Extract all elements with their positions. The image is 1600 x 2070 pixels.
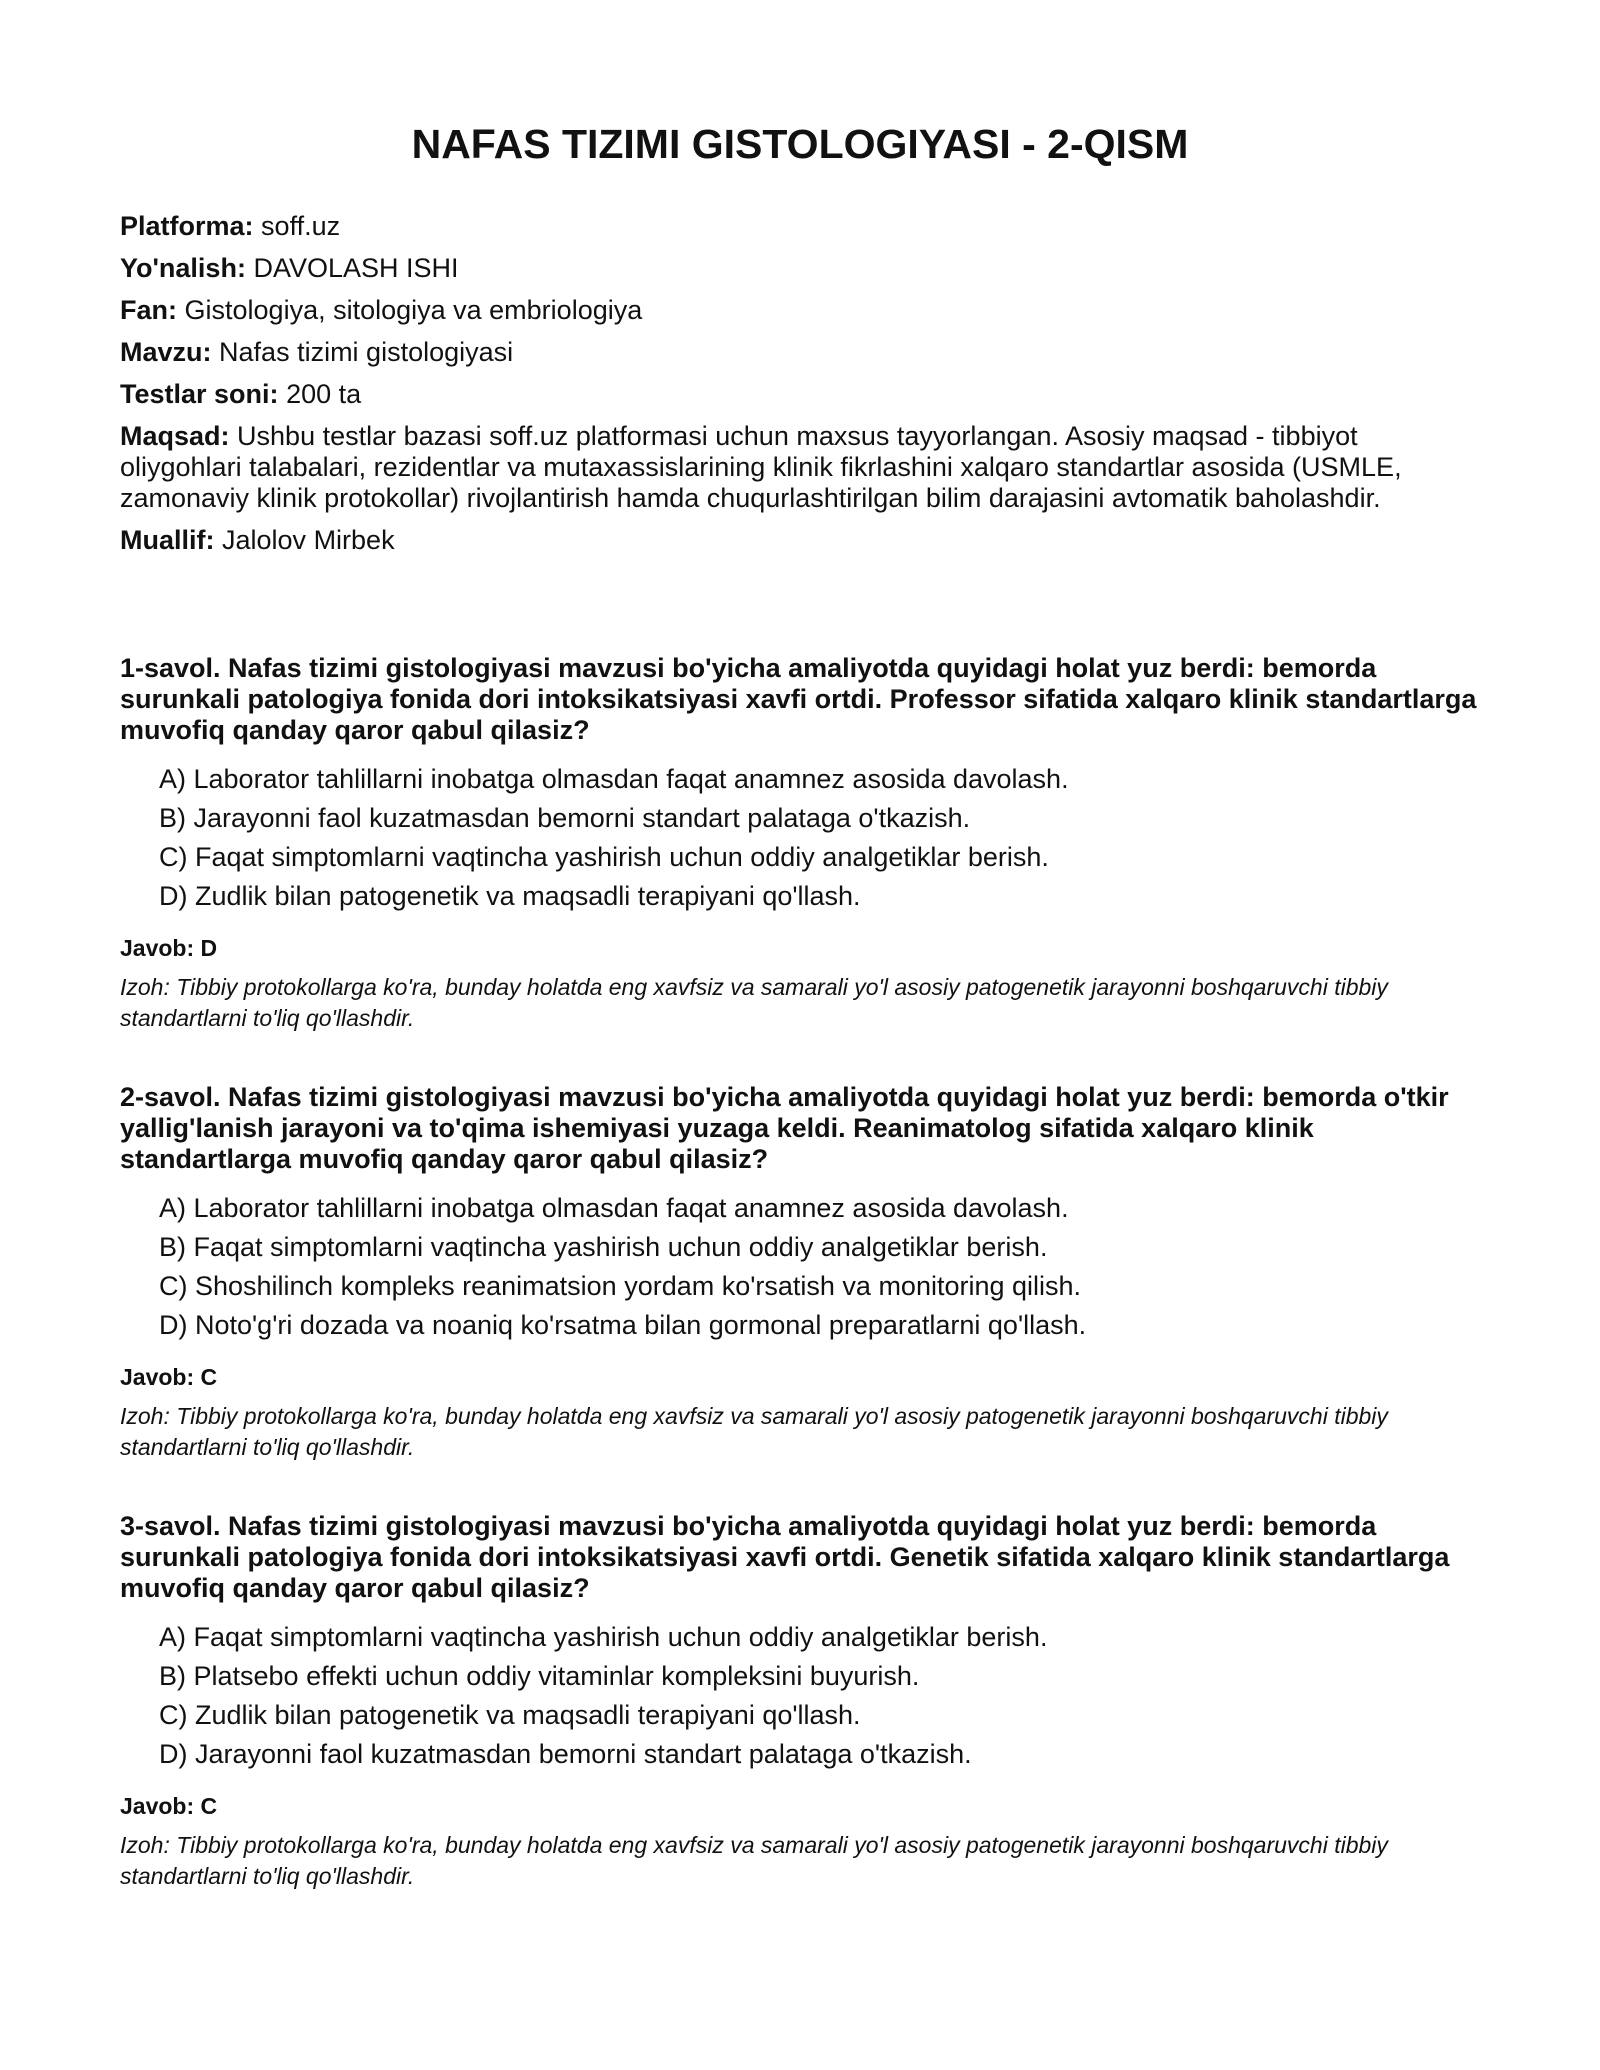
question-text: 1-savol. Nafas tizimi gistologiyasi mavzusi bo'yicha amaliyotda quyidagi holat yuz berdi: bemorda surunkali patologiya fonida dori intoksikatsiyasi xavfi ortdi. Professor sifatida xalqaro klinik standartlarga muvofiq qanday qaror qabul qilasiz? [120,653,1477,746]
question-2 [120,1082,1480,1463]
document-title: NAFAS TIZIMI GISTOLOGIYASI - 2-QISM [411,121,1189,167]
explanation: Izoh: Tibbiy protokollarga ko'ra, bunday holatda eng xavfsiz va samarali yo'l asosiy patogenetik jarayonni boshqaruvchi tibbiy standartlarni to'liq qo'llashdir. [120,974,1388,1032]
meta-value: 200 ta [286,379,362,410]
option-a: A) Laborator tahlillarni inobatga olmasdan faqat anamnez asosida davolash. [159,1193,1069,1224]
meta-label: Testlar soni: [120,379,279,410]
meta-value: Nafas tizimi gistologiyasi [219,337,514,368]
question-1 [120,653,1480,1034]
option-d: D) Jarayonni faol kuzatmasdan bemorni standart palataga o'tkazish. [159,1739,972,1770]
meta-value: Gistologiya, sitologiya va embriologiya [184,295,643,326]
spacer [120,1034,1480,1082]
meta-topic [120,337,1480,368]
meta-value: soff.uz [261,211,341,242]
meta-test-count [120,379,1480,410]
meta-purpose [120,421,1480,514]
spacer [120,567,1480,653]
option-b: B) Jarayonni faol kuzatmasdan bemorni standart palataga o'tkazish. [159,803,971,834]
meta-label: Maqsad: [120,421,230,452]
answer: Javob: D [120,935,218,962]
answer: Javob: C [120,1793,218,1820]
meta-label: Muallif: [120,525,215,556]
option-d: D) Noto'g'ri dozada va noaniq ko'rsatma bilan gormonal preparatlarni qo'llash. [159,1310,1087,1341]
meta-value: DAVOLASH ISHI [253,253,459,284]
meta-platform [120,211,1480,242]
option-c: C) Shoshilinch kompleks reanimatsion yordam ko'rsatish va monitoring qilish. [159,1271,1082,1302]
option-d: D) Zudlik bilan patogenetik va maqsadli terapiyani qo'llash. [159,881,861,912]
option-b: B) Faqat simptomlarni vaqtincha yashirish uchun oddiy analgetiklar berish. [159,1232,1048,1263]
meta-author [120,525,1480,556]
explanation: Izoh: Tibbiy protokollarga ko'ra, bunday holatda eng xavfsiz va samarali yo'l asosiy patogenetik jarayonni boshqaruvchi tibbiy standartlarni to'liq qo'llashdir. [120,1403,1388,1461]
option-c: C) Faqat simptomlarni vaqtincha yashirish uchun oddiy analgetiklar berish. [159,842,1049,873]
meta-label: Mavzu: [120,337,212,368]
explanation: Izoh: Tibbiy protokollarga ko'ra, bunday holatda eng xavfsiz va samarali yo'l asosiy patogenetik jarayonni boshqaruvchi tibbiy standartlarni to'liq qo'llashdir. [120,1832,1388,1890]
document-meta [120,211,1480,556]
option-a: A) Laborator tahlillarni inobatga olmasdan faqat anamnez asosida davolash. [159,764,1069,795]
meta-direction [120,253,1480,284]
option-c: C) Zudlik bilan patogenetik va maqsadli terapiyani qo'llash. [159,1700,861,1731]
meta-label: Fan: [120,295,177,326]
spacer [120,1463,1480,1511]
option-a: A) Faqat simptomlarni vaqtincha yashirish uchun oddiy analgetiklar berish. [159,1622,1048,1653]
question-3 [120,1511,1480,1892]
meta-value: Ushbu testlar bazasi soff.uz platformasi uchun maxsus tayyorlangan. Asosiy maqsad - tibbiyot oliygohlari talabalari, rezidentlar va mutaxassislarining klinik fikrlashini xalqaro standartlar asosida (USMLE, zamonaviy klinik protokollar) rivojlantirish hamda chuqurlashtirilgan bilim darajasini avtomatik baholashdir. [120,421,1402,514]
option-b: B) Platsebo effekti uchun oddiy vitaminlar kompleksini buyurish. [159,1661,920,1692]
meta-label: Platforma: [120,211,254,242]
question-text: 3-savol. Nafas tizimi gistologiyasi mavzusi bo'yicha amaliyotda quyidagi holat yuz berdi: bemorda surunkali patologiya fonida dori intoksikatsiyasi xavfi ortdi. Genetik sifatida xalqaro klinik standartlarga muvofiq qanday qaror qabul qilasiz? [120,1511,1450,1604]
question-text: 2-savol. Nafas tizimi gistologiyasi mavzusi bo'yicha amaliyotda quyidagi holat yuz berdi: bemorda o'tkir yallig'lanish jarayoni va to'qima ishemiyasi yuzaga keldi. Reanimatolog sifatida xalqaro klinik standartlarga muvofiq qanday qaror qabul qilasiz? [120,1082,1449,1175]
meta-subject [120,295,1480,326]
answer: Javob: C [120,1364,218,1391]
meta-value: Jalolov Mirbek [222,525,395,556]
meta-label: Yo'nalish: [120,253,246,284]
